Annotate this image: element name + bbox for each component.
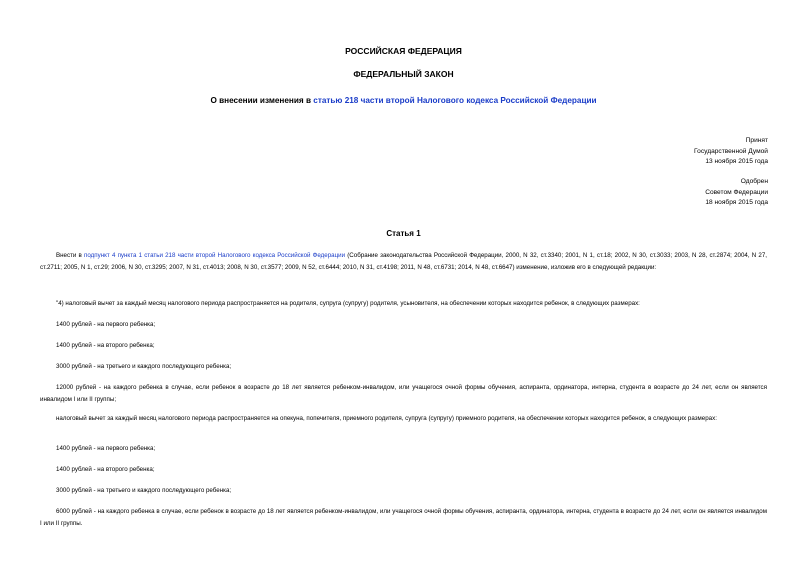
- approval-stamp: [705, 177, 768, 209]
- intro-paragraph: [40, 250, 767, 274]
- adoption-stamp: [694, 136, 768, 168]
- paragraph-8: 1400 рублей - на второго ребенка;: [56, 466, 155, 473]
- paragraph-1: "4) налоговый вычет за каждый месяц налогового периода распространяется на родителя, супруга (супругу) родителя, усыновителя, на обеспечении которых находится ребенок, в следующих размерах:: [56, 300, 640, 307]
- adopted-by: Государственной Думой: [694, 147, 768, 155]
- intro-text-before: Внести в: [56, 252, 85, 259]
- paragraph-10: 6000 рублей - на каждого ребенка в случае, если ребенок в возрасте до 18 лет является ребенком-инвалидом, или учащегося очной формы обучения, аспиранта, ординатора, интерна, студента в возрасте до 24 лет, если он является инвалидом I или II группы.: [40, 508, 767, 527]
- law-title-link[interactable]: статью 218 части второй Налогового кодекса Российской Федерации: [313, 96, 597, 105]
- adopted-label: Принят: [745, 137, 768, 144]
- intro-text-after: (Собрание законодательства Российской Федерации, 2000, N 32, ст.3340; 2001, N 1, ст.18; 2002, N 30, ст.3033; 2003, N 28, ст.2874; 2004, N 27, ст.2711; 2005, N 1, ст.29; 2006, N 30, ст.3295; 2007, N 31, ст.4013; 2008, N 30, ст.3577; 2009, N 52, ст.6444; 2010, N 31, ст.4198; 2011, N 48, ст.6731; 2014, N 48, ст.6647) изменение, изложив его в следующей редакции:: [40, 252, 767, 271]
- paragraph-9: 3000 рублей - на третьего и каждого последующего ребенка;: [56, 487, 232, 494]
- paragraph-5: 12000 рублей - на каждого ребенка в случае, если ребенок в возрасте до 18 лет является ребенком-инвалидом, или учащегося очной формы обучения, аспиранта, ординатора, интерна, студента в возрасте до 24 лет, если он является инвалидом I или II группы;: [40, 384, 767, 403]
- article-title: Статья 1: [386, 229, 421, 238]
- law-title: [0, 96, 807, 105]
- approved-label: Одобрен: [740, 178, 768, 185]
- intro-link[interactable]: подпункт 4 пункта 1 статьи 218 части второй Налогового кодекса Российской Федерации: [84, 252, 346, 259]
- paragraph-7: 1400 рублей - на первого ребенка;: [56, 445, 156, 452]
- approved-date: 18 ноября 2015 года: [705, 199, 768, 206]
- law-title-text: О внесении изменения в: [210, 96, 314, 105]
- law-type-heading: ФЕДЕРАЛЬНЫЙ ЗАКОН: [353, 69, 454, 79]
- paragraph-4: 3000 рублей - на третьего и каждого последующего ребенка;: [56, 363, 232, 370]
- paragraph-3: 1400 рублей - на второго ребенка;: [56, 342, 155, 349]
- paragraph-6: налоговый вычет за каждый месяц налогового периода распространяется на опекуна, попечителя, приемного родителя, супруга (супругу) приемного родителя, на обеспечении которых находится ребенок, в следующих размерах:: [56, 415, 717, 422]
- adopted-date: 13 ноября 2015 года: [705, 158, 768, 165]
- paragraph-2: 1400 рублей - на первого ребенка;: [56, 321, 156, 328]
- approved-by: Советом Федерации: [705, 188, 768, 196]
- country-heading: РОССИЙСКАЯ ФЕДЕРАЦИЯ: [345, 46, 462, 56]
